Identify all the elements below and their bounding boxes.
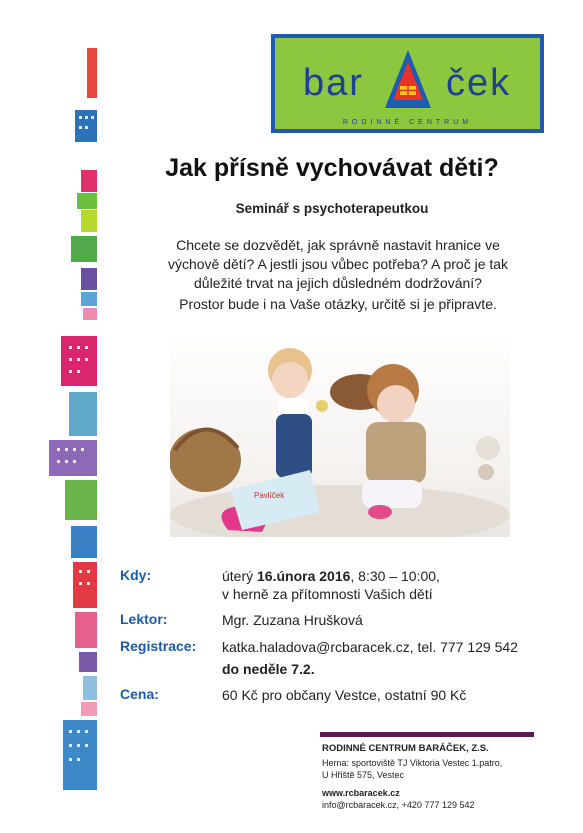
footer-contact	[322, 743, 552, 811]
children-photo	[170, 330, 510, 537]
footer-web-link[interactable]: www.rcbaracek.cz	[322, 788, 400, 798]
footer-divider	[320, 732, 534, 737]
building-green-3	[65, 480, 97, 520]
building-red	[81, 170, 97, 192]
building-teal	[69, 392, 97, 436]
intro-line-1: Chcete se dozvědět, jak správně nastavit hranice ve	[176, 237, 500, 253]
building-red-2	[73, 562, 97, 608]
footer-contact-line[interactable]: info@rcbaracek.cz, +420 777 129 542	[322, 800, 475, 810]
footer-address-1: Herna: sportoviště TJ Viktoria Vestec 1.patro,	[322, 758, 503, 768]
building-green-2	[71, 236, 97, 262]
page-title: Jak přísně vychovávat děti?	[165, 154, 499, 182]
building-blue-2	[81, 292, 97, 306]
building-green	[77, 193, 97, 209]
detail-lektor-label: Lektor:	[120, 611, 168, 627]
logo-word-right: ček	[446, 62, 512, 104]
book-title-label: Pavlíček	[254, 491, 285, 500]
detail-kdy-label: Kdy:	[120, 567, 152, 583]
building-pink-2	[75, 612, 97, 648]
building-purple	[81, 268, 97, 290]
building-purple-3	[79, 652, 97, 672]
building-purple-2	[49, 440, 97, 476]
detail-kdy-value	[222, 567, 552, 603]
questions-note: Prostor bude i na Vaše otázky, určitě si je připravte.	[179, 296, 497, 312]
detail-cena-value: 60 Kč pro občany Vestce, ostatní 90 Kč	[222, 687, 467, 703]
intro-line-3: důležité trvat na jejich důsledném dodržování?	[194, 275, 482, 291]
detail-cena-label: Cena:	[120, 686, 159, 702]
baracek-logo	[271, 34, 544, 133]
detail-kdy-day: úterý	[222, 568, 258, 584]
footer-address-2: U Hřiště 575, Vestec	[322, 770, 405, 780]
building-pink-3	[81, 702, 97, 716]
detail-registrace-value	[222, 638, 552, 678]
intro-paragraph	[148, 236, 528, 293]
logo-subtitle: RODINNÉ CENTRUM	[342, 119, 473, 126]
detail-kdy-time: , 8:30 – 10:00,	[350, 568, 440, 584]
building-blue-4	[63, 720, 97, 790]
detail-kdy-date: 16.února 2016	[257, 568, 351, 584]
children-photo-illustration	[170, 330, 510, 537]
building-pink	[83, 308, 97, 320]
building-magenta	[61, 336, 97, 386]
building-red-tower	[87, 48, 97, 98]
building-lime	[81, 210, 97, 232]
logo-word-left: bar	[303, 62, 364, 104]
page-subtitle: Seminář s psychoterapeutkou	[235, 201, 429, 216]
detail-lektor-value: Mgr. Zuzana Hrušková	[222, 612, 363, 628]
intro-line-2: výchově dětí? A jestli jsou vůbec potřeba? A proč je tak	[167, 256, 509, 272]
registration-deadline: do neděle 7.2.	[222, 661, 315, 677]
detail-kdy-line2: v herně za přítomnosti Vašich dětí	[222, 586, 433, 602]
house-icon	[383, 48, 433, 110]
building-lightblue	[83, 676, 97, 700]
registration-contact: katka.haladova@rcbaracek.cz, tel. 777 129 542	[222, 639, 518, 655]
building-blue-3	[71, 526, 97, 558]
building-blue	[75, 110, 97, 142]
building-column-illustration	[45, 40, 105, 810]
detail-registrace-label: Registrace:	[120, 638, 197, 654]
footer-org: RODINNÉ CENTRUM BARÁČEK, Z.S.	[322, 743, 489, 754]
